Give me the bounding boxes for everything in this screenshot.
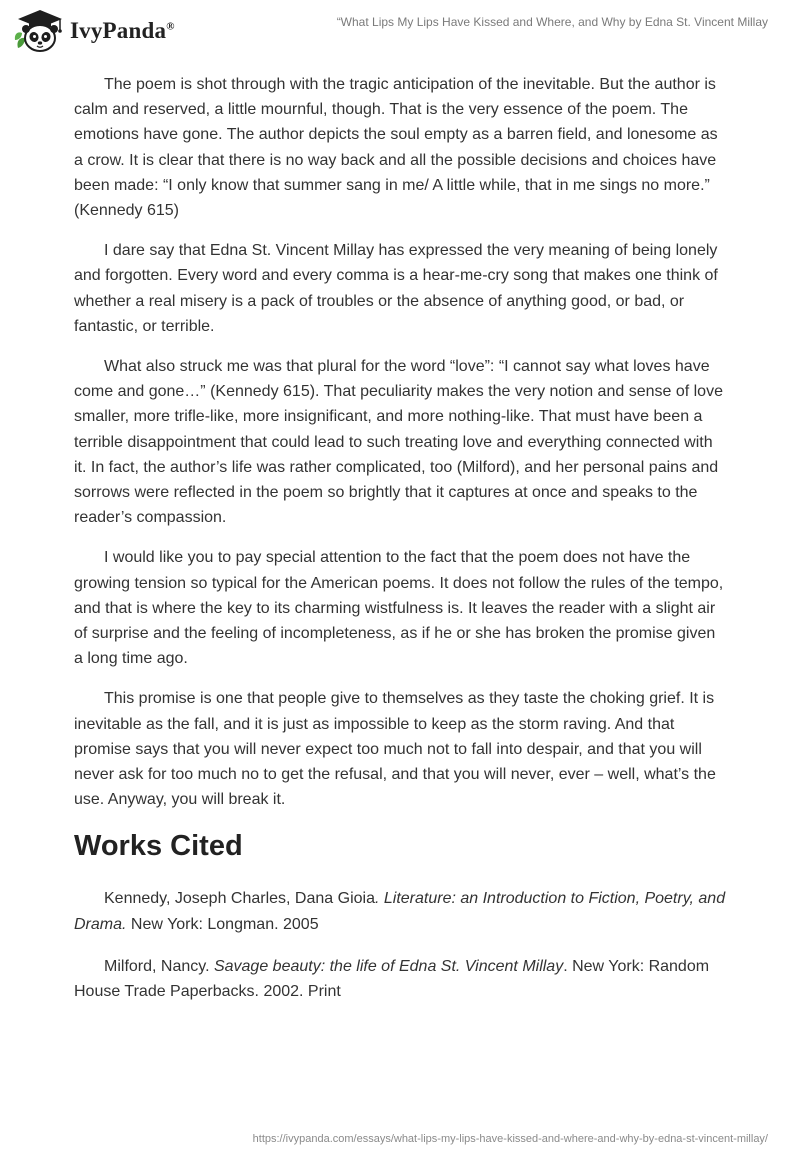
registered-mark: ®	[166, 20, 175, 33]
page-header	[0, 0, 800, 60]
body-paragraph: I dare say that Edna St. Vincent Millay has expressed the very meaning of being lonely and forgotten. Every word and every comma is a hear-me-cry song that makes one think of whether a real misery is a pack of troubles or the absence of anything good, or bad, or fantastic, or terrible.	[74, 242, 718, 335]
body-paragraph: The poem is shot through with the tragic anticipation of the inevitable. But the author is calm and reserved, a little mournful, though. That is the very essence of the poem. The emotions have gone. The author depicts the soul empty as a barren field, and lonesome as a crow. It is clear that there is no way back and all the possible decisions and choices have been made: “I only know that summer sang in me/ A little while, that in me sings no more.” (Kennedy 615)	[74, 76, 718, 220]
body-paragraph: This promise is one that people give to themselves as they taste the choking grief. It is inevitable as the fall, and it is just as impossible to keep as the storm raving. And that promise says that you will never expect too much not to fall into despair, and that you will never ask for too much no to get the refusal, and that you will never, ever – well, what’s the use. Anyway, you will break it.	[74, 690, 716, 809]
ivypanda-logo[interactable]	[14, 8, 175, 54]
panda-graduation-cap-icon	[14, 8, 66, 54]
citation-publication: New York: Longman. 2005	[126, 915, 319, 933]
citation-entry	[74, 886, 728, 936]
citation-title: Savage beauty: the life of Edna St. Vincent Millay	[213, 957, 564, 975]
citation-publication: . New York: Random House Trade Paperbacks. 2002. Print	[74, 957, 710, 1001]
brand-name	[70, 18, 175, 44]
citation-entry	[74, 954, 728, 1004]
body-paragraph: I would like you to pay special attention to the fact that the poem does not have the growing tension so typical for the American poems. It does not follow the rules of the tempo, and that is where the key to its charming wistfulness is. It leaves the reader with a slight air of surprise and the feeling of incompleteness, as if he or she has broken the promise given a long time ago.	[74, 549, 724, 668]
citation-authors: Milford, Nancy.	[104, 957, 214, 975]
source-url-link[interactable]: https://ivypanda.com/essays/what-lips-my-lips-have-kissed-and-where-and-why-by-edna-st-vincent-millay/	[252, 1133, 768, 1145]
essay-content	[74, 72, 728, 1021]
citation-authors: Kennedy, Joseph Charles, Dana Gioia	[104, 890, 375, 908]
brand-name-text: IvyPanda	[70, 18, 167, 43]
body-paragraph: What also struck me was that plural for the word “love”: “I cannot say what loves have come and gone…” (Kennedy 615). That peculiarity makes the very notion and sense of love smaller, more trifle-like, more insignificant, and more nothing-like. That must have been a terrible disappointment that could lead to such treating love and everything connected with it. In fact, the author’s life was rather complicated, too (Milford), and her personal pains and sorrows were reflected in the poem so brightly that it captures at once and speaks to the reader’s compassion.	[74, 358, 723, 527]
works-cited-heading: Works Cited	[74, 830, 243, 863]
document-title: “What Lips My Lips Have Kissed and Where, and Why by Edna St. Vincent Millay	[336, 15, 768, 29]
citation-title: . Literature: an Introduction to Fiction, Poetry, and Drama.	[74, 890, 726, 933]
